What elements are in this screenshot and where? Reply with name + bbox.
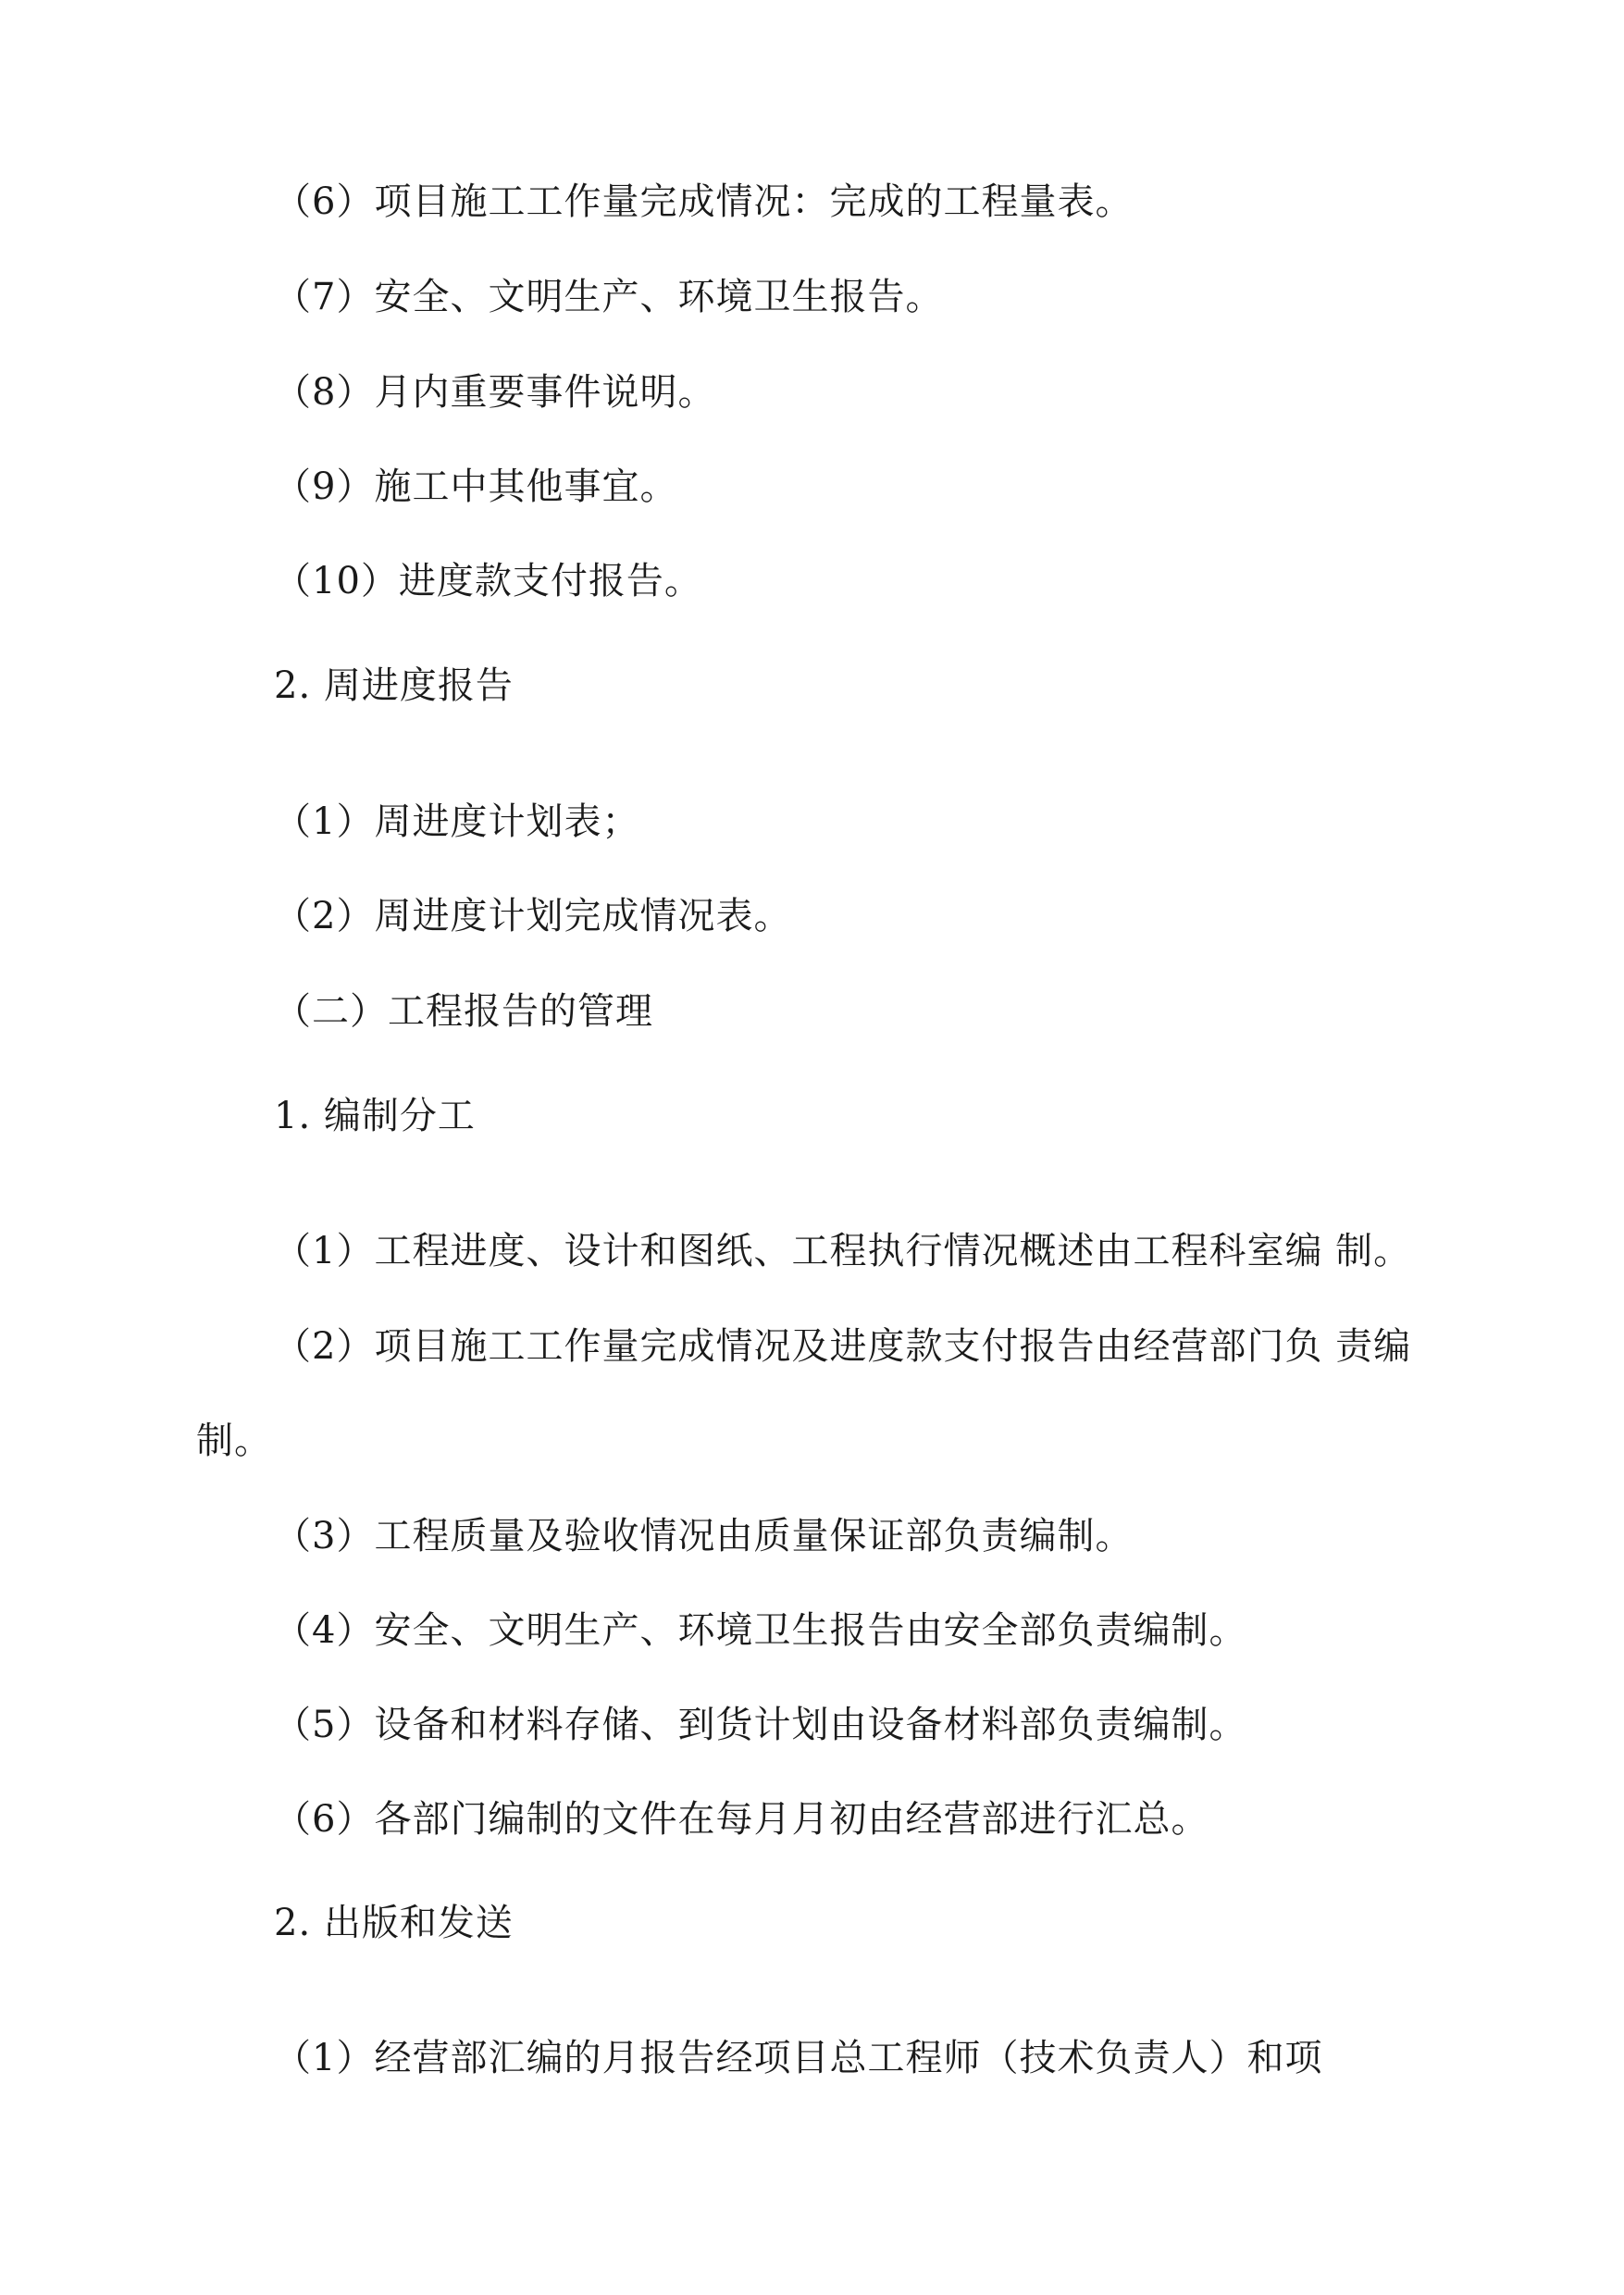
list-item-3-quality: （3）工程质量及验收情况由质量保证部负责编制。 xyxy=(274,1515,1134,1557)
list-item-1-monthly-report: （1）经营部汇编的月报告经项目总工程师（技术负责人）和项 xyxy=(274,2037,1323,2079)
list-item-2-workload-payment: （2）项目施工工作量完成情况及进度款支付报告由经营部门负 责编 xyxy=(274,1325,1412,1368)
list-item-4-safety: （4）安全、文明生产、环境卫生报告由安全部负责编制。 xyxy=(274,1609,1247,1652)
list-item-2-weekly-completion: （2）周进度计划完成情况表。 xyxy=(274,895,792,937)
list-item-7-safety-report: （7）安全、文明生产、环境卫生报告。 xyxy=(274,276,944,318)
list-item-9-other-matters: （9）施工中其他事宜。 xyxy=(274,465,678,508)
list-item-1-weekly-plan: （1）周进度计划表； xyxy=(274,800,640,843)
list-item-5-equipment-materials: （5）设备和材料存储、到货计划由设备材料部负责编制。 xyxy=(274,1704,1247,1746)
list-item-2-continuation: 制。 xyxy=(196,1420,272,1462)
list-item-6-summary: （6）各部门编制的文件在每月月初由经营部进行汇总。 xyxy=(274,1798,1209,1841)
list-item-1-engineering-progress: （1）工程进度、设计和图纸、工程执行情况概述由工程科室编 制。 xyxy=(274,1230,1412,1272)
section-heading-weekly-report: 2. 周进度报告 xyxy=(274,664,514,707)
section-heading-division-of-work: 1. 编制分工 xyxy=(274,1095,476,1137)
list-item-10-payment-report: （10）进度款支付报告。 xyxy=(274,560,702,602)
section-heading-report-management: （二）工程报告的管理 xyxy=(274,990,653,1033)
list-item-8-important-events: （8）月内重要事件说明。 xyxy=(274,371,716,414)
section-heading-publication: 2. 出版和发送 xyxy=(274,1902,514,1944)
list-item-6-workload: （6）项目施工工作量完成情况：完成的工程量表。 xyxy=(274,180,1134,223)
